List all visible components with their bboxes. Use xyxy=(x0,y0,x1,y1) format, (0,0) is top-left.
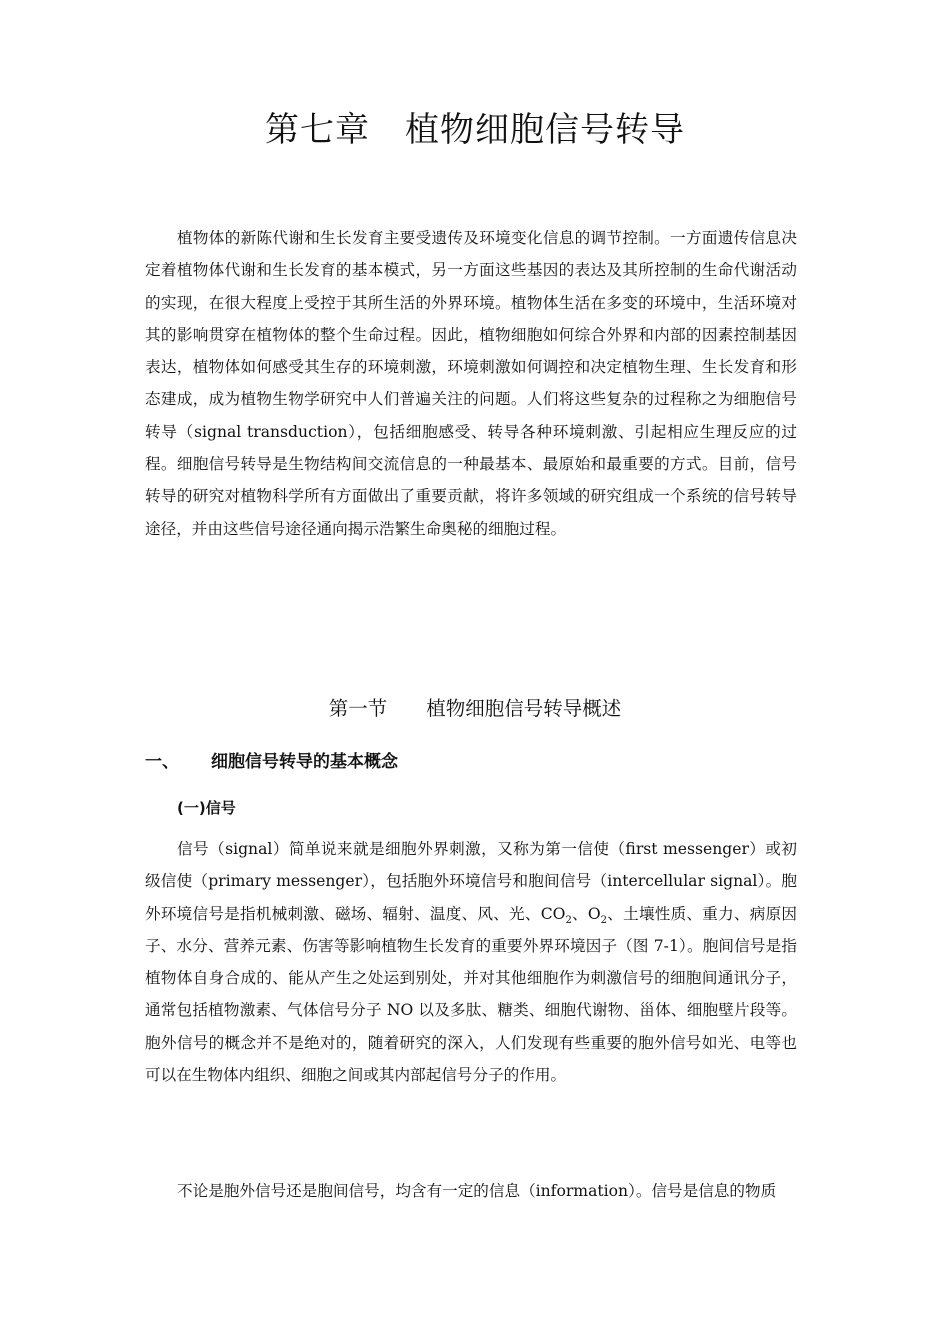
section-title: 第一节 植物细胞信号转导概述 xyxy=(328,697,622,720)
signal-paragraph-part1: 信号（signal）简单说来就是细胞外界刺激，又称为第一信使（first messenger）或初级信使（primary messenger），包括胞外环境信号和胞间信号（intercellular signal）。胞外环境信号是指机械刺激、磁场、辐射、温度、风、光、CO xyxy=(145,840,797,923)
o2-subscript: 2 xyxy=(600,914,608,926)
signal-paragraph-part2: 、O xyxy=(571,904,601,923)
subsection-title: 细胞信号转导的基本概念 xyxy=(211,752,398,772)
subsection-number: 一、 xyxy=(145,752,179,772)
last-paragraph: 不论是胞外信号还是胞间信号，均含有一定的信息（information）。信号是信息的物质 xyxy=(177,1182,777,1200)
subsubsection-title: (一)信号 xyxy=(177,799,236,817)
signal-paragraph xyxy=(145,833,797,1091)
chapter-title: 第七章 植物细胞信号转导 xyxy=(265,110,685,150)
intro-paragraph: 植物体的新陈代谢和生长发育主要受遗传及环境变化信息的调节控制。一方面遗传信息决定着植物体代谢和生长发育的基本模式，另一方面这些基因的表达及其所控制的生命代谢活动的实现，在很大程度上受控于其所生活的外界环境。植物体生活在多变的环境中，生活环境对其的影响贯穿在植物体的整个生命过程。因此，植物细胞如何综合外界和内部的因素控制基因表达，植物体如何感受其生存的环境刺激，环境刺激如何调控和决定植物生理、生长发育和形态建成，成为植物生物学研究中人们普遍关注的问题。人们将这些复杂的过程称之为细胞信号转导（signal transduction），包括细胞感受、转导各种环境刺激、引起相应生理反应的过程。细胞信号转导是生物结构间交流信息的一种最基本、最原始和最重要的方式。目前，信号转导的研究对植物科学所有方面做出了重要贡献，将许多领域的研究组成一个系统的信号转导途径，并由这些信号途径通向揭示浩繁生命奥秘的细胞过程。 xyxy=(145,229,797,538)
co2-subscript: 2 xyxy=(565,914,572,926)
signal-paragraph-part3: 、土壤性质、重力、病原因子、水分、营养元素、伤害等影响植物生长发育的重要外界环境因子（图 7-1）。胞间信号是指植物体自身合成的、能从产生之处运到别处，并对其他细胞作为刺激信号的细胞间通讯分子，通常包括植物激素、气体信号分子 NO 以及多肽、糖类、细胞代谢物、甾体、细胞壁片段等。胞外信号的概念并不是绝对的，随着研究的深入，人们发现有些重要的胞外信号如光、电等也可以在生物体内组织、细胞之间或其内部起信号分子的作用。 xyxy=(145,904,797,1085)
subsection-heading xyxy=(145,746,398,778)
